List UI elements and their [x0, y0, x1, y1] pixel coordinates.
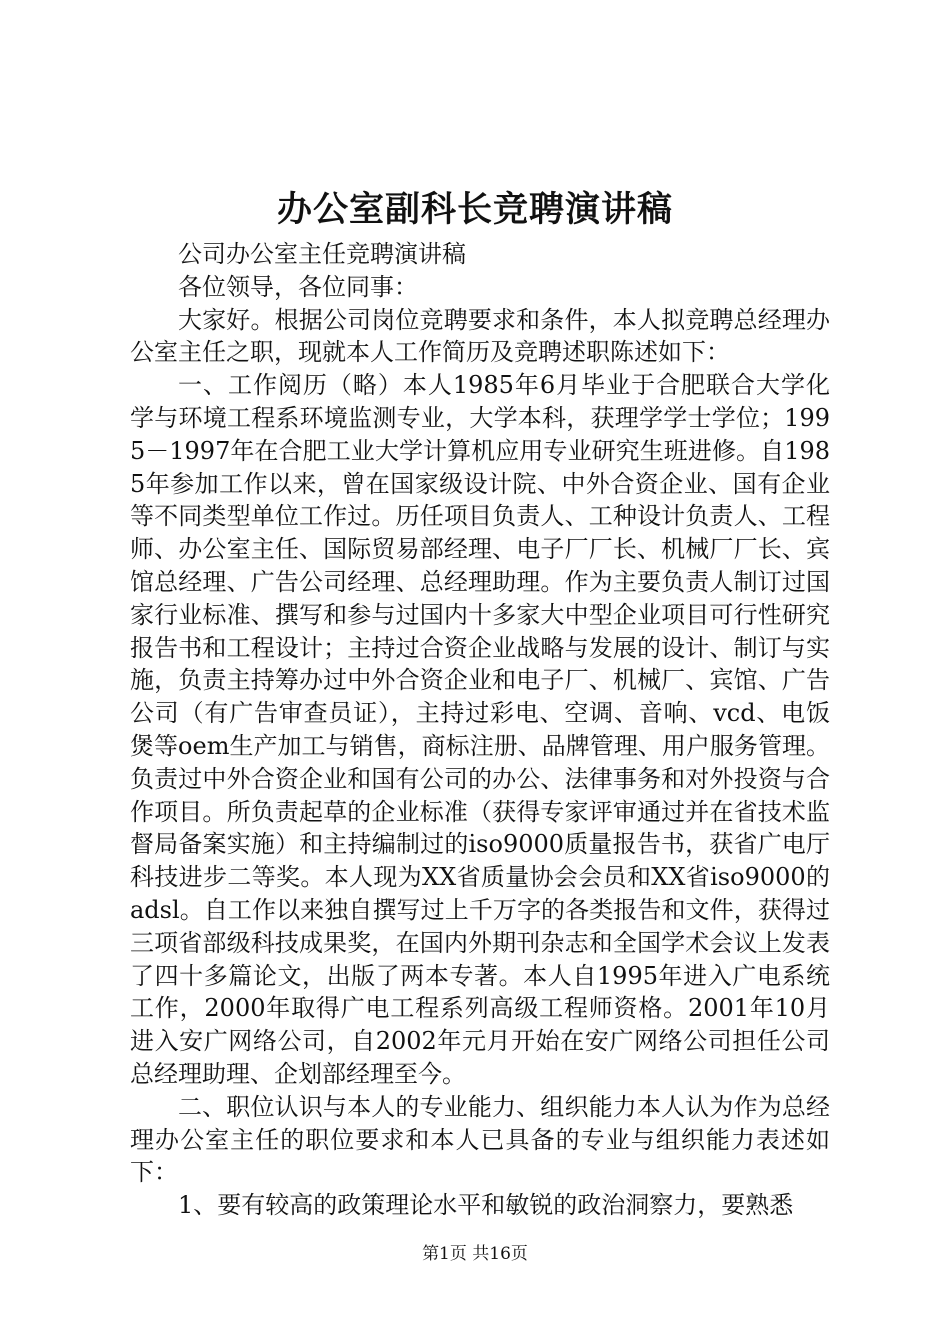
- document-title: 办公室副科长竞聘演讲稿: [276, 189, 673, 230]
- paragraph-work-experience: 一、工作阅历（略）本人1985年6月毕业于合肥联合大学化学与环境工程系环境监测专业，大学本科，获理学学士学位；1995－1997年在合肥工业大学计算机应用专业研究生班进修。自1985年参加工作以来，曾在国家级设计院、中外合资企业、国有企业等不同类型单位工作过。历任项目负责人、工种设计负责人、工程师、办公室主任、国际贸易部经理、电子厂厂长、机械厂厂长、宾馆总经理、广告公司经理、总经理助理。作为主要负责人制订过国家行业标准、撰写和参与过国内十多家大中型企业项目可行性研究报告书和工程设计；主持过合资企业战略与发展的设计、制订与实施，负责主持筹办过中外合资企业和电子厂、机械厂、宾馆、广告公司（有广告审查员证），主持过彩电、空调、音响、vcd、电饭煲等oem生产加工与销售，商标注册、品牌管理、用户服务管理。负责过中外合资企业和国有公司的办公、法律事务和对外投资与合作项目。所负责起草的企业标准（获得专家评审通过并在省技术监督局备案实施）和主持编制过的iso9000质量报告书，获省广电厅科技进步二等奖。本人现为XX省质量协会会员和XX省iso9000的adsl。自工作以来独自撰写过上千万字的各类报告和文件，获得过三项省部级科技成果奖，在国内外期刊杂志和全国学术会议上发表了四十多篇论文，出版了两本专著。本人自1995年进入广电系统工作，2000年取得广电工程系列高级工程师资格。2001年10月进入安广网络公司，自2002年元月开始在安广网络公司担任公司总经理助理、企划部经理至今。: [130, 371, 830, 1088]
- paragraph-heading: 公司办公室主任竞聘演讲稿: [178, 240, 466, 268]
- paragraph-greeting: 各位领导，各位同事：: [178, 272, 418, 301]
- page-number: 第1页 共16页: [422, 1244, 528, 1264]
- paragraph-point-1: 1、要有较高的政策理论水平和敏锐的政治洞察力，要熟悉: [178, 1191, 794, 1220]
- paragraph-position-understanding: 二、职位认识与本人的专业能力、组织能力本人认为作为总经理办公室主任的职位要求和本人已具备的专业与组织能力表述如下：: [130, 1092, 830, 1187]
- paragraph-intro: 大家好。根据公司岗位竞聘要求和条件，本人拟竞聘总经理办公室主任之职，现就本人工作简历及竞聘述职陈述如下：: [130, 305, 830, 367]
- document-body: [130, 238, 830, 1222]
